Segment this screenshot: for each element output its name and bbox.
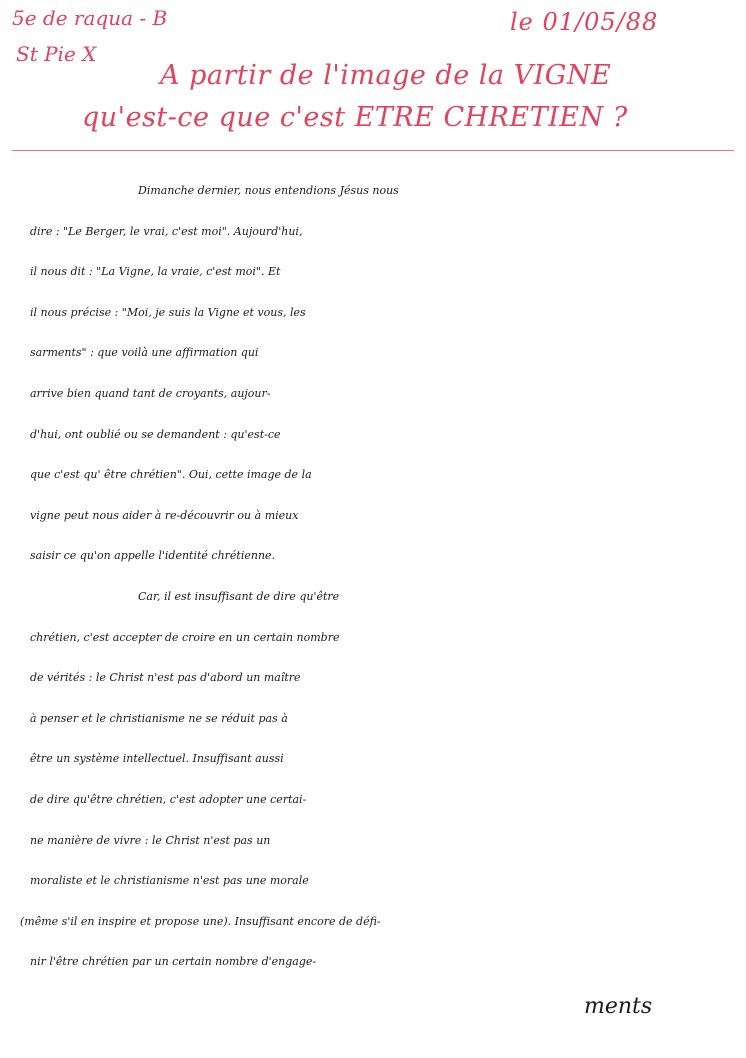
- essay-line: à penser et le christianisme ne se réduit pas à: [30, 711, 288, 725]
- essay-line: être un système intellectuel. Insuffisant aussi: [30, 752, 284, 766]
- date-label: le 01/05/88: [510, 8, 659, 36]
- essay-line: de vérités : le Christ n'est pas d'abord un maître: [30, 671, 301, 685]
- essay-line: moraliste et le christianisme n'est pas une morale: [30, 874, 309, 888]
- class-label: 5e de raqua - B: [12, 6, 168, 30]
- essay-line: ne manière de vivre : le Christ n'est pas un: [30, 833, 271, 847]
- title-underline: [12, 150, 734, 151]
- title-line-2: qu'est-ce que c'est ETRE CHRETIEN ?: [82, 102, 628, 133]
- essay-line: chrétien, c'est accepter de croire en un certain nombre: [30, 630, 340, 644]
- essay-line: sarments" : que voilà une affirmation qui: [30, 346, 259, 360]
- essay-line: nir l'être chrétien par un certain nombre d'engage-: [30, 955, 317, 969]
- essay-line: dire : "Le Berger, le vrai, c'est moi". Aujourd'hui,: [30, 224, 303, 238]
- title-line-1: A partir de l'image de la VIGNE: [160, 60, 612, 91]
- school-name: St Pie X: [16, 42, 97, 66]
- essay-line: d'hui, ont oublié ou se demandent : qu'est-ce: [30, 427, 281, 441]
- essay-line: Dimanche dernier, nous entendions Jésus nous: [138, 184, 399, 197]
- essay-line: Car, il est insuffisant de dire qu'être: [138, 590, 340, 603]
- essay-line: de dire qu'être chrétien, c'est adopter une certai-: [30, 793, 307, 806]
- essay-line: il nous dit : "La Vigne, la vraie, c'est moi". Et: [30, 265, 281, 279]
- essay-line: que c'est qu' être chrétien". Oui, cette image de la: [30, 468, 312, 482]
- essay-line: saisir ce qu'on appelle l'identité chrétienne.: [30, 549, 276, 563]
- essay-line: arrive bien quand tant de croyants, aujour-: [30, 387, 271, 400]
- essay-line: vigne peut nous aider à re-découvrir ou à mieux: [30, 508, 299, 522]
- essay-line: (même s'il en inspire et propose une). Insuffisant encore de défi-: [20, 914, 381, 928]
- essay-line: il nous précise : "Moi, je suis la Vigne et vous, les: [30, 305, 306, 319]
- essay-last-line: ments: [584, 994, 653, 1019]
